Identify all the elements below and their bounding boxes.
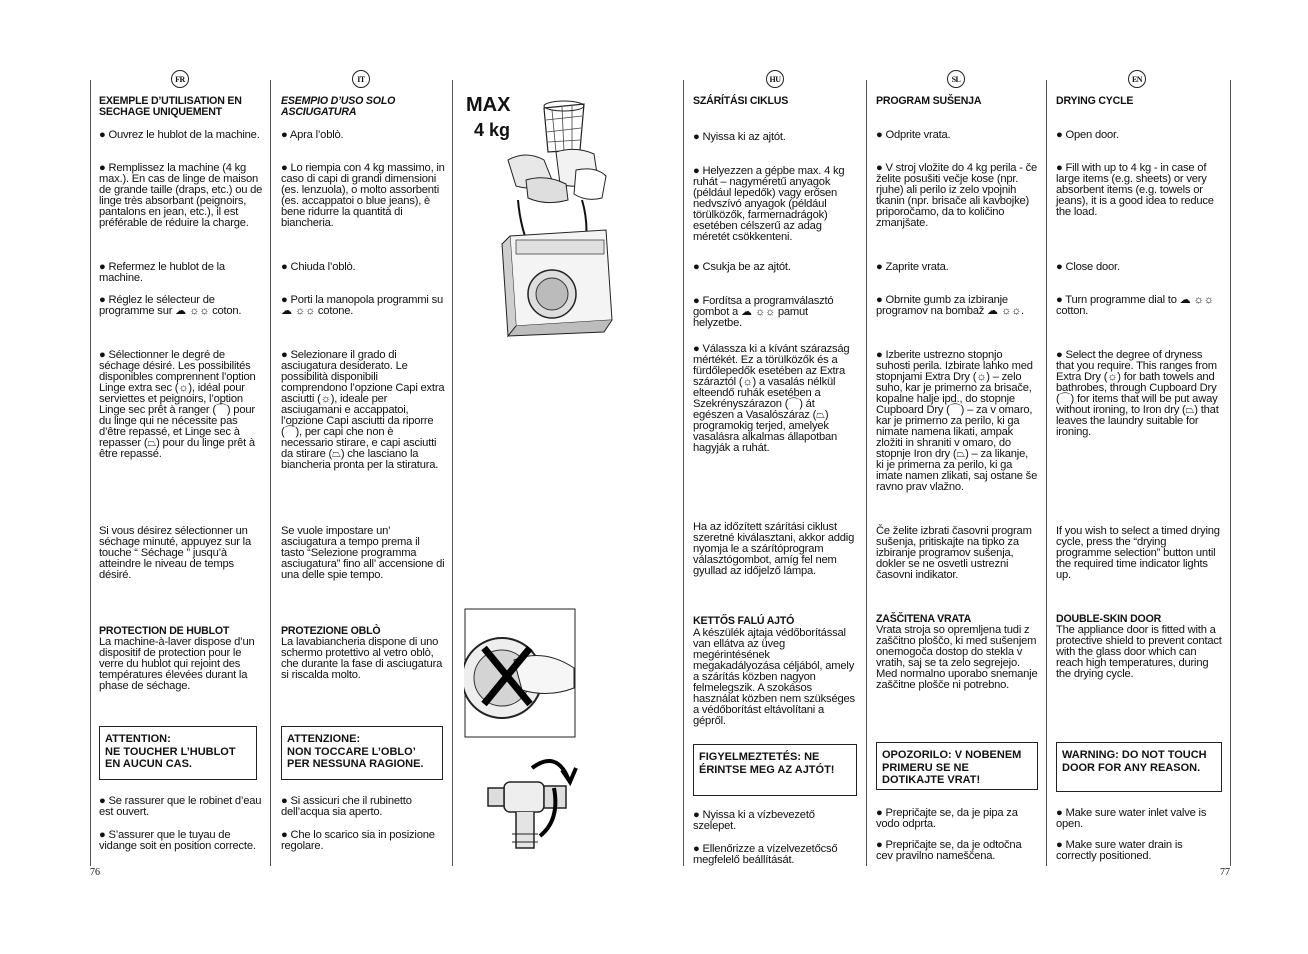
list-item: ● Si assicuri che il rubinetto dell’acqua sia aperto. xyxy=(281,796,445,818)
list-item: ● Se rassurer que le robinet d’eau est ouvert. xyxy=(99,796,263,818)
list-item: ● Apra l’oblò. xyxy=(281,130,445,141)
list-item: ● Nyissa ki az ajtót. xyxy=(693,132,857,143)
illustration-column xyxy=(456,80,680,866)
list-item: ● Chiuda l’oblò. xyxy=(281,262,445,273)
section-title: DRYING CYCLE xyxy=(1056,95,1134,107)
paragraph: Če želite izbrati časovni program sušenja, pritiskajte na tipko za izbiranje programov sušenja, dokler se ne osvetli ustrezni časovni indikator. xyxy=(876,525,1032,581)
list-item: ● Zaprite vrata. xyxy=(876,262,1038,273)
warning-box: WARNING: DO NOT TOUCH DOOR FOR ANY REASON. xyxy=(1056,742,1222,792)
list-item: ● Ouvrez le hublot de la machine. xyxy=(99,130,263,141)
list-item: ● Prepričajte se, da je odtočna cev pravilno nameščena. xyxy=(876,840,1038,862)
column-fr xyxy=(99,80,267,866)
rule-it-ill xyxy=(452,80,453,866)
list-item: ● Fill with up to 4 kg - in case of large items (e.g. sheets) or very absorbent items (e.g. towels or jeans), it is a good idea to reduce the load. xyxy=(1056,163,1222,218)
section-title: PROTEZIONE OBLÒ xyxy=(281,625,381,637)
rule-left-margin xyxy=(90,80,91,866)
door-do-not-touch-illustration xyxy=(464,608,576,738)
paragraph: La lavabiancheria dispone di uno schermo protettivo al vetro oblò, che durante la fase di asciugatura si riscalda molto. xyxy=(281,636,443,681)
lang-badge-en: EN xyxy=(1128,70,1146,88)
warning-box: ATTENTION: NE TOUCHER L’HUBLOT EN AUCUN CAS. xyxy=(99,726,257,780)
list-item: ● Prepričajte se, da je pipa za vodo odprta. xyxy=(876,808,1038,830)
warning-box: ATTENZIONE: NON TOCCARE L’OBLO’ PER NESSUNA RAGIONE. xyxy=(281,726,443,780)
lang-badge-sl: SL xyxy=(947,70,965,88)
list-item: ● Turn programme dial to ☁ ☼☼ cotton. xyxy=(1056,295,1222,317)
section-title: ZAŠČITENA VRATA xyxy=(876,613,972,625)
paragraph: The appliance door is fitted with a protective shield to prevent contact with the glass door which can reach high temperatures, during the drying cycle. xyxy=(1056,624,1222,680)
section-title: KETTŐS FALÚ AJTÓ xyxy=(693,615,795,627)
list-item: ● Csukja be az ajtót. xyxy=(693,262,857,273)
page-number-left: 76 xyxy=(90,867,100,878)
list-item: ● Odprite vrata. xyxy=(876,130,1038,141)
rule-hu-sl xyxy=(866,80,867,866)
paragraph: La machine-à-laver dispose d’un dispositif de protection pour le verre du hublot qui rejoint des températures élevées durant la phase de séchage. xyxy=(99,636,255,692)
list-item: ● Che lo scarico sia in posizione regolare. xyxy=(281,830,445,852)
rule-sl-en xyxy=(1046,80,1047,866)
list-item: ● Open door. xyxy=(1056,130,1222,141)
list-item: ● Izberite ustrezno stopnjo suhosti perila. Izbirate lahko med stopnjami Extra Dry (☼) – zelo suho, kar je primerno za brisače, kopalne halje ipd., do stopnje Cupboard Dry (⌒) – za v omaro, kar je primerno za perilo, ki ga nimate namena likati, ampak zložiti in shraniti v omaro, do stopnje Iron dry (⏢) – za likanje, ki je primerna za perilo, ki ga imate namen zlikati, saj ostane še ravno prav vlažno. xyxy=(876,350,1038,493)
paragraph: If you wish to select a timed drying cycle, press the “drying programme selection” button until the required time indicator lights up. xyxy=(1056,525,1220,581)
list-item: ● Réglez le sélecteur de programme sur ☁ ☼☼ coton. xyxy=(99,295,263,317)
column-sl xyxy=(876,80,1042,866)
list-item: ● Refermez le hublot de la machine. xyxy=(99,262,263,284)
list-item: ● Nyissa ki a vízbevezető szelepet. xyxy=(693,810,857,832)
water-tap-illustration xyxy=(486,748,586,858)
list-item: ● Close door. xyxy=(1056,262,1222,273)
list-item: ● Lo riempia con 4 kg massimo, in caso di capi di grandi dimensioni (es. lenzuola), o molto assorbenti (es. accappatoi o blue jeans), è bene ridurre la quantità di biancheria. xyxy=(281,163,445,229)
max-label: MAX xyxy=(466,94,511,116)
list-item: ● Make sure water drain is correctly positioned. xyxy=(1056,840,1222,862)
paragraph: Ha az időzített szárítási ciklust szeretné kiválasztani, akkor addig nyomja le a szárítóprogram választógombot, amíg fel nem gyullad az időjelző lámpa. xyxy=(693,521,855,577)
list-item: ● Helyezzen a gépbe max. 4 kg ruhát – nagyméretű anyagok (például lepedők) vagy erősen nedvszívó anyagok (például törülközők, farmernadrágok) esetében célszerű az adag méretét csökkenteni. xyxy=(693,166,857,243)
list-item: ● Selezionare il grado di asciugatura desiderato. Le possibilità disponibili comprendono l’opzione Capi extra asciutti (☼), ideale per asciugamani e accappatoi, l’opzione Capi asciutti da riporre (⌒), per capi che non è necessario stirare, e capi asciutti da stirare (⏢) che lasciano la biancheria pronta per la stiratura. xyxy=(281,350,445,471)
laundry-load-illustration xyxy=(456,80,680,400)
section-title: ESEMPIO D’USO SOLO ASCIUGATURA xyxy=(281,95,396,118)
paragraph: Si vous désirez sélectionner un séchage minuté, appuyez sur la touche “ Séchage ” jusqu’à atteindre le niveau de temps désiré. xyxy=(99,525,251,581)
section-title: SZÁRÍTÁSI CIKLUS xyxy=(693,95,789,107)
column-hu xyxy=(693,80,861,866)
paragraph: A készülék ajtaja védőborítással van ellátva az üveg megérintésének megakadályozása céljából, amely a szárítás közben nagyon felmelegszik. A szokásos használat közben nem szükséges a védőborítást eltávolítani a gépről. xyxy=(693,627,855,727)
rule-ill-hu xyxy=(683,80,684,866)
list-item: ● Make sure water inlet valve is open. xyxy=(1056,808,1222,830)
list-item: ● Select the degree of dryness that you require. This ranges from Extra Dry (☼) for bath towels and bathrobes, through Cupboard Dry (⌒) for items that will be put away without ironing, to Iron dry (⏢) that leaves the laundry suitable for ironing. xyxy=(1056,350,1222,438)
column-it xyxy=(281,80,449,866)
list-item: ● Sélectionner le degré de séchage désiré. Les possibilités disponibles comprennent l’option Linge extra sec (☼), idéal pour serviettes et peignoirs, l’option Linge sec prêt à ranger (⌒) pour du linge qui ne nécessite pas d’être repassé, et Linge sec à repasser (⏢) pour du linge prêt à être repassé. xyxy=(99,350,263,460)
warning-box: FIGYELMEZTETÉS: NE ÉRINTSE MEG AZ AJTÓT! xyxy=(693,744,857,796)
list-item: ● Fordítsa a programválasztó gombot a ☁ ☼☼ pamut helyzetbe. xyxy=(693,296,857,329)
warning-box: OPOZORILO: V NOBENEM PRIMERU SE NE DOTIKAJTE VRAT! xyxy=(876,742,1038,790)
section-title: EXEMPLE D’UTILISATION EN SECHAGE UNIQUEMENT xyxy=(99,95,242,118)
section-title: PROGRAM SUŠENJA xyxy=(876,95,982,107)
lang-badge-it: IT xyxy=(352,70,370,88)
column-en xyxy=(1056,80,1226,866)
list-item: ● Remplissez la machine (4 kg max.). En cas de linge de maison de grande taille (draps, etc.) ou de linge très absorbant (peignoirs, pantalons en jean, etc.), il est préférable de réduire la charge. xyxy=(99,163,263,229)
rule-fr-it xyxy=(270,80,271,866)
lang-badge-hu: HU xyxy=(766,70,784,88)
page-number-right: 77 xyxy=(1220,867,1230,878)
list-item: ● Válassza ki a kívánt szárazság mértékét. Ez a törülközők és a fürdőlepedők esetében az Extra száraztól (☼) a vasalás nélkül elteendő ruhák esetében a Szekrényszárazon (⌒) át egészen a Vasalószáraz (⏢) programokig terjed, amelyek vasalásra alkalmas állapotban hagyják a ruhát. xyxy=(693,344,857,454)
section-title: DOUBLE-SKIN DOOR xyxy=(1056,613,1162,625)
lang-badge-fr: FR xyxy=(171,70,189,88)
list-item: ● S’assurer que le tuyau de vidange soit en position correcte. xyxy=(99,830,263,852)
list-item: ● Ellenőrizze a vízelvezetőcső megfelelő beállítását. xyxy=(693,844,857,866)
weight-label: 4 kg xyxy=(474,120,511,140)
paragraph: Vrata stroja so opremljena tudi z zaščitno ploščo, ki med sušenjem onemogoča dostop do stekla v vratih, saj se ta zelo segrejejo. Med normalno uporabo snemanje zaščitne plošče ni potrebno. xyxy=(876,624,1038,691)
list-item: ● V stroj vložite do 4 kg perila - če želite posušiti večje kose (npr. rjuhe) ali perilo iz zelo vpojnih tkanin (npr. brisače ali kavbojke) priporočamo, da to količino zmanjšate. xyxy=(876,163,1038,229)
section-title: PROTECTION DE HUBLOT xyxy=(99,625,230,637)
list-item: ● Porti la manopola programmi su ☁ ☼☼ cotone. xyxy=(281,295,445,317)
list-item: ● Obrnite gumb za izbiranje programov na bombaž ☁ ☼☼. xyxy=(876,295,1038,317)
paragraph: Se vuole impostare un’ asciugatura a tempo prema il tasto “Selezione programma asciugatura” fino all’ accensione di una delle spie tempo. xyxy=(281,525,445,581)
rule-right-margin xyxy=(1230,80,1231,866)
